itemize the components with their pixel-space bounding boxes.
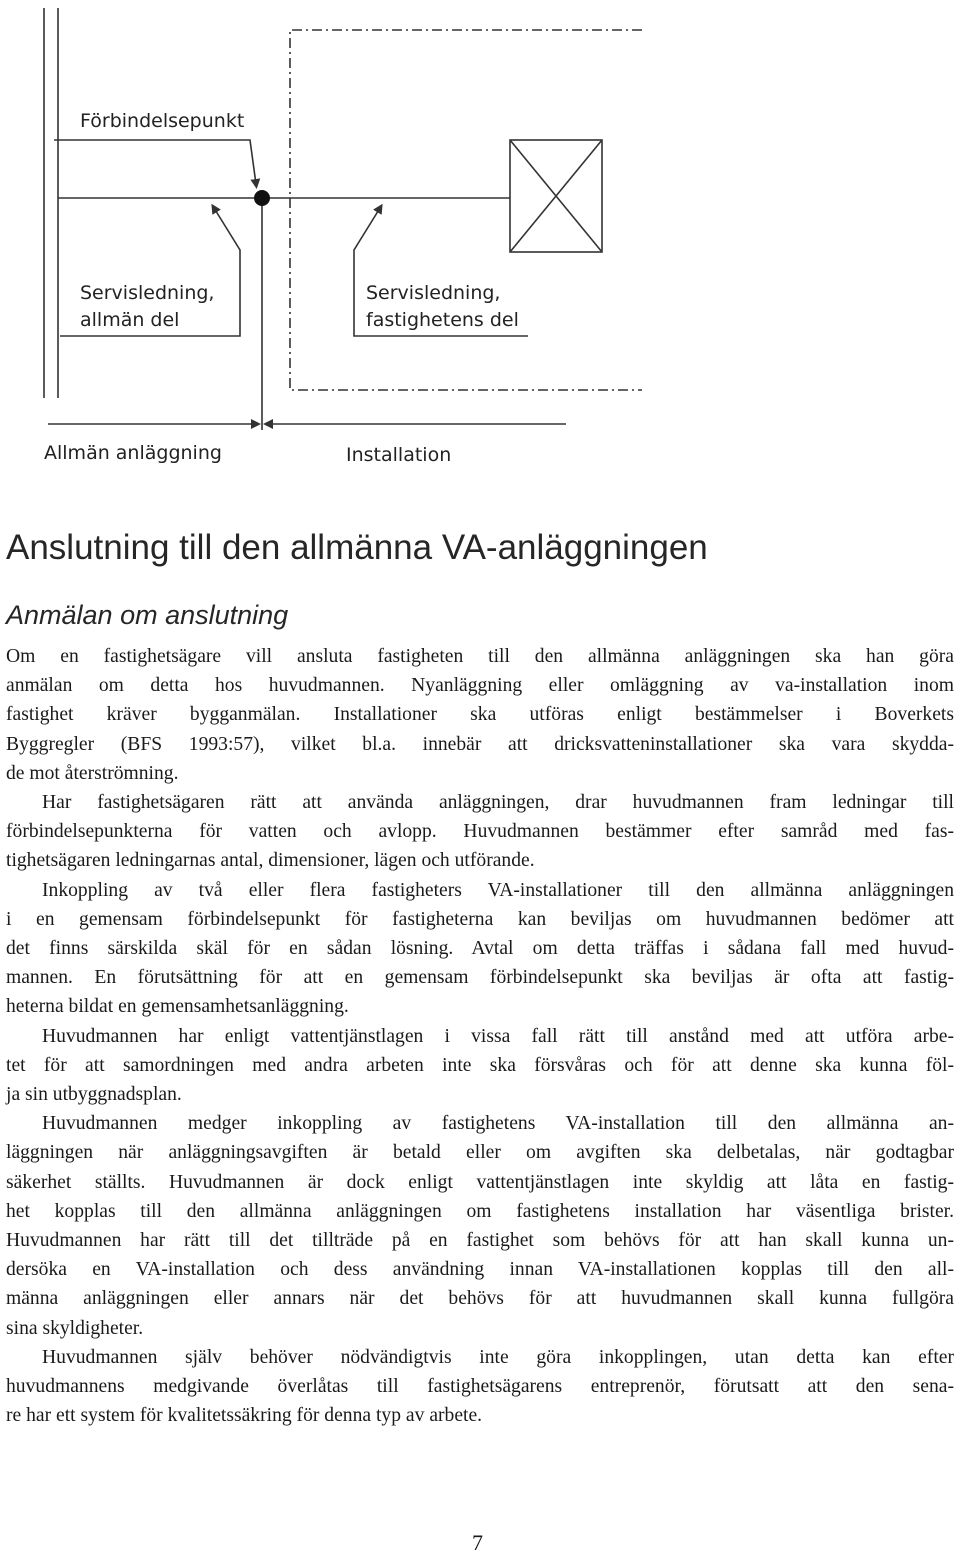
section-subheading: Anmälan om anslutning	[6, 600, 289, 630]
body-line: Huvudmannen har rätt till det tillträde på en fastighet som behövs för att han skall kunna un-	[6, 1230, 954, 1252]
body-line: i en gemensam förbindelsepunkt för fastigheterna kan beviljas om huvudmannen bedömer att	[6, 908, 954, 930]
body-line: Huvudmannen har enligt vattentjänstlagen i vissa fall rätt till anstånd med att utföra arbe-	[42, 1025, 954, 1047]
body-line: anmälan om detta hos huvudmannen. Nyanläggning eller omläggning av va-installation inom	[6, 675, 954, 697]
body-line: Har fastighetsägaren rätt att använda anläggningen, drar huvudmannen fram ledningar till	[42, 792, 954, 814]
body-line: heterna bildat en gemensamhetsanläggning.	[6, 996, 349, 1018]
label-service-property: Servisledning, fastighetens del	[366, 282, 519, 331]
body-line: männa anläggningen eller annars när det behövs för att huvudmannen skall kunna fullgöra	[6, 1288, 954, 1310]
label-installation: Installation	[346, 444, 452, 466]
body-line: het kopplas till den allmänna anläggningen om fastighetens installation har väsentliga brister.	[6, 1200, 954, 1222]
body-line: fastighet kräver bygganmälan. Installationer ska utföras enligt bestämmelser i Boverkets	[6, 704, 954, 726]
page-number: 7	[472, 1530, 483, 1555]
body-line: det finns särskilda skäl för en sådan lösning. Avtal om detta träffas i sådana fall med huvud-	[6, 938, 954, 960]
label-service-public: Servisledning, allmän del	[80, 282, 215, 331]
diagram-drawing	[0, 0, 960, 480]
body-line: de mot återströmning.	[6, 762, 179, 784]
body-line: säkerhet ställts. Huvudmannen är dock enligt vattentjänstlagen inte skyldig att låta en fastig-	[6, 1171, 954, 1193]
body-text	[6, 642, 954, 1430]
body-line: sina skyldigheter.	[6, 1317, 144, 1339]
body-line: Byggregler (BFS 1993:57), vilket bl.a. innebär att dricksvatteninstallationer ska vara skydda-	[6, 733, 954, 755]
page-heading: Anslutning till den allmänna VA-anläggningen	[6, 528, 708, 567]
body-line: Huvudmannen medger inkoppling av fastighetens VA-installation till den allmänna an-	[42, 1113, 954, 1135]
body-line: mannen. En förutsättning för att en gemensam förbindelsepunkt ska beviljas är ofta att fastig-	[6, 967, 954, 989]
body-line: re har ett system för kvalitetssäkring för denna typ av arbete.	[6, 1405, 483, 1427]
body-line: Huvudmannen själv behöver nödvändigtvis inte göra inkopplingen, utan detta kan efter	[42, 1346, 954, 1368]
body-line: tet för att samordningen med andra arbeten inte ska försvåras och för att denne ska kunna föl-	[6, 1054, 954, 1076]
body-line: huvudmannens medgivande överlåtas till fastighetsägarens entreprenör, förutsatt att den sena-	[6, 1376, 954, 1398]
body-line: Inkoppling av två eller flera fastigheters VA-installationer till den allmänna anläggningen	[42, 879, 954, 901]
connection-point-arrow	[54, 140, 256, 184]
label-connection-point: Förbindelsepunkt	[80, 110, 245, 132]
body-line: Om en fastighetsägare vill ansluta fastigheten till den allmänna anläggningen ska han göra	[6, 646, 954, 667]
body-line: ja sin utbyggnadsplan.	[6, 1084, 182, 1106]
body-line: tighetsägaren ledningarnas antal, dimensioner, lägen och utförande.	[6, 850, 535, 872]
body-line: förbindelsepunkterna för vatten och avlopp. Huvudmannen bestämmer efter samråd med fas-	[6, 821, 954, 843]
connection-diagram	[0, 0, 960, 480]
connection-point-dot	[254, 190, 270, 206]
body-line: läggningen när anläggningsavgiften är betald eller om avgiften ska delbetalas, när godtagbar	[6, 1142, 954, 1164]
body-line: dersöka en VA-installation och dess användning innan VA-installationen kopplas till den all-	[6, 1259, 954, 1281]
label-public-facility: Allmän anläggning	[44, 442, 222, 464]
